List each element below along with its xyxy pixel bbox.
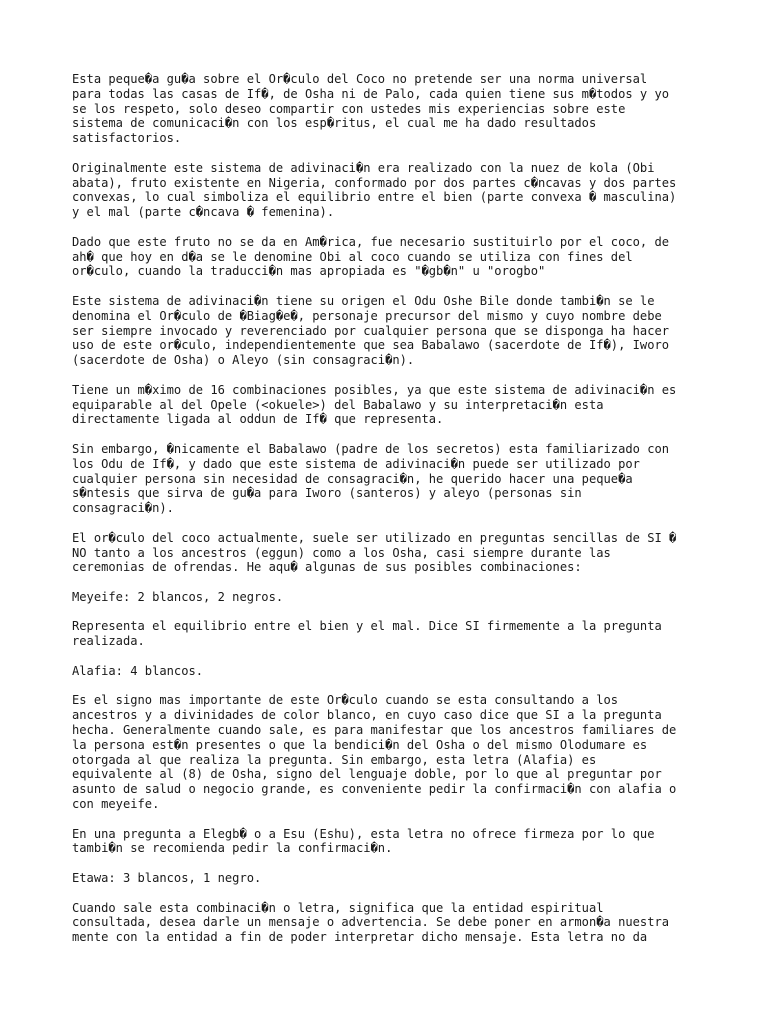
paragraph-coco-substitute: Dado que este fruto no se da en Am�rica, fue necesario sustituirlo por el coco, de ah� que hoy en d�a se le denomine Obi al coco cuando se utiliza con fines del or�culo, cuando la traducci�n mas apropiada es "�gb�n" u "orogbo" [72,234,670,279]
paragraph-alafia-elegba: En una pregunta a Elegb� o a Esu (Eshu), esta letra no ofrece firmeza por lo que tambi�n se recomienda pedir la confirmaci�n. [72,826,655,856]
paragraph-odu-oshe-bile: Este sistema de adivinaci�n tiene su origen el Odu Oshe Bile donde tambi�n se le denomina el Or�culo de �Biag�e�, personaje precursor del mismo y cuyo nombre debe ser siempre invocado y reverenciado por cualquier persona que se disponga ha hacer uso de este or�culo, independientemente que sea Babalawo (sacerdote de If�), Iworo (sacerdote de Osha) o Aleyo (sin consagraci�n). [72,293,670,368]
paragraph-etawa: Cuando sale esta combinaci�n o letra, significa que la entidad espiritual consultada, desea darle un mensaje o advertencia. Se debe poner en armon�a nuestra mente con la entidad a fin de poder interpretar dicho mensaje. Esta letra no da [72,900,670,945]
paragraph-intro: Esta peque�a gu�a sobre el Or�culo del Coco no pretende ser una norma universal para todas las casas de If�, de Osha ni de Palo, cada quien tiene sus m�todos y yo se los respeto, solo deseo compartir con ustedes mis experiencias sobre este sistema de comunicaci�n con los esp�ritus, el cual me ha dado resultados satisfactorios. [72,72,670,146]
paragraph-alafia: Es el signo mas importante de este Or�culo cuando se esta consultando a los ancestros y a divinidades de color blanco, en cuyo caso dice que SI a la pregunta hecha. Generalmente cuando sale, es para manifestar que los ancestros familiares de la persona est�n presentes o que la bendici�n del Osha o del mismo Olodumare es otorgada al que realiza la pregunta. Sin embargo, esta letra (Alafia) es equivalente al (8) de Osha, signo del lenguaje doble, por lo que al preguntar por asunto de salud o negocio grande, es conveniente pedir la confirmaci�n con alafia o con meyeife. [72,693,677,812]
paragraph-current-use: El or�culo del coco actualmente, suele ser utilizado en preguntas sencillas de SI � NO tanto a los ancestros (eggun) como a los Osha, casi siempre durante las ceremonias de ofrendas. He aqu� algunas de sus posibles combinaciones: [72,530,677,575]
heading-meyeife: Meyeife: 2 blancos, 2 negros. [72,589,284,604]
paragraph-combinations: Tiene un m�ximo de 16 combinaciones posibles, ya que este sistema de adivinaci�n es equiparable al del Opele (<okuele>) del Babalawo y su interpretaci�n esta directamente ligada al oddun de If� que representa. [72,382,677,427]
heading-alafia: Alafia: 4 blancos. [72,663,204,678]
paragraph-babalawo: Sin embargo, �nicamente el Babalawo (padre de los secretos) esta familiarizado con los Odu de If�, y dado que este sistema de adivinaci�n puede ser utilizado por cualquier persona sin necesidad de consagraci�n, he querido hacer una peque�a s�ntesis que sirva de gu�a para Iworo (santeros) y aleyo (personas sin consagraci�n). [72,441,670,516]
paragraph-origin-kola: Originalmente este sistema de adivinaci�n era realizado con la nuez de kola (Obi abata), fruto existente en Nigeria, conformado por dos partes c�ncavas y dos partes convexas, lo cual simboliza el equilibrio entre el bien (parte convexa � masculina) y el mal (parte c�ncava � femenina). [72,160,677,220]
paragraph-meyeife: Representa el equilibrio entre el bien y el mal. Dice SI firmemente a la pregunta realizada. [72,619,662,649]
heading-etawa: Etawa: 3 blancos, 1 negro. [72,871,262,886]
document-body [72,72,712,960]
